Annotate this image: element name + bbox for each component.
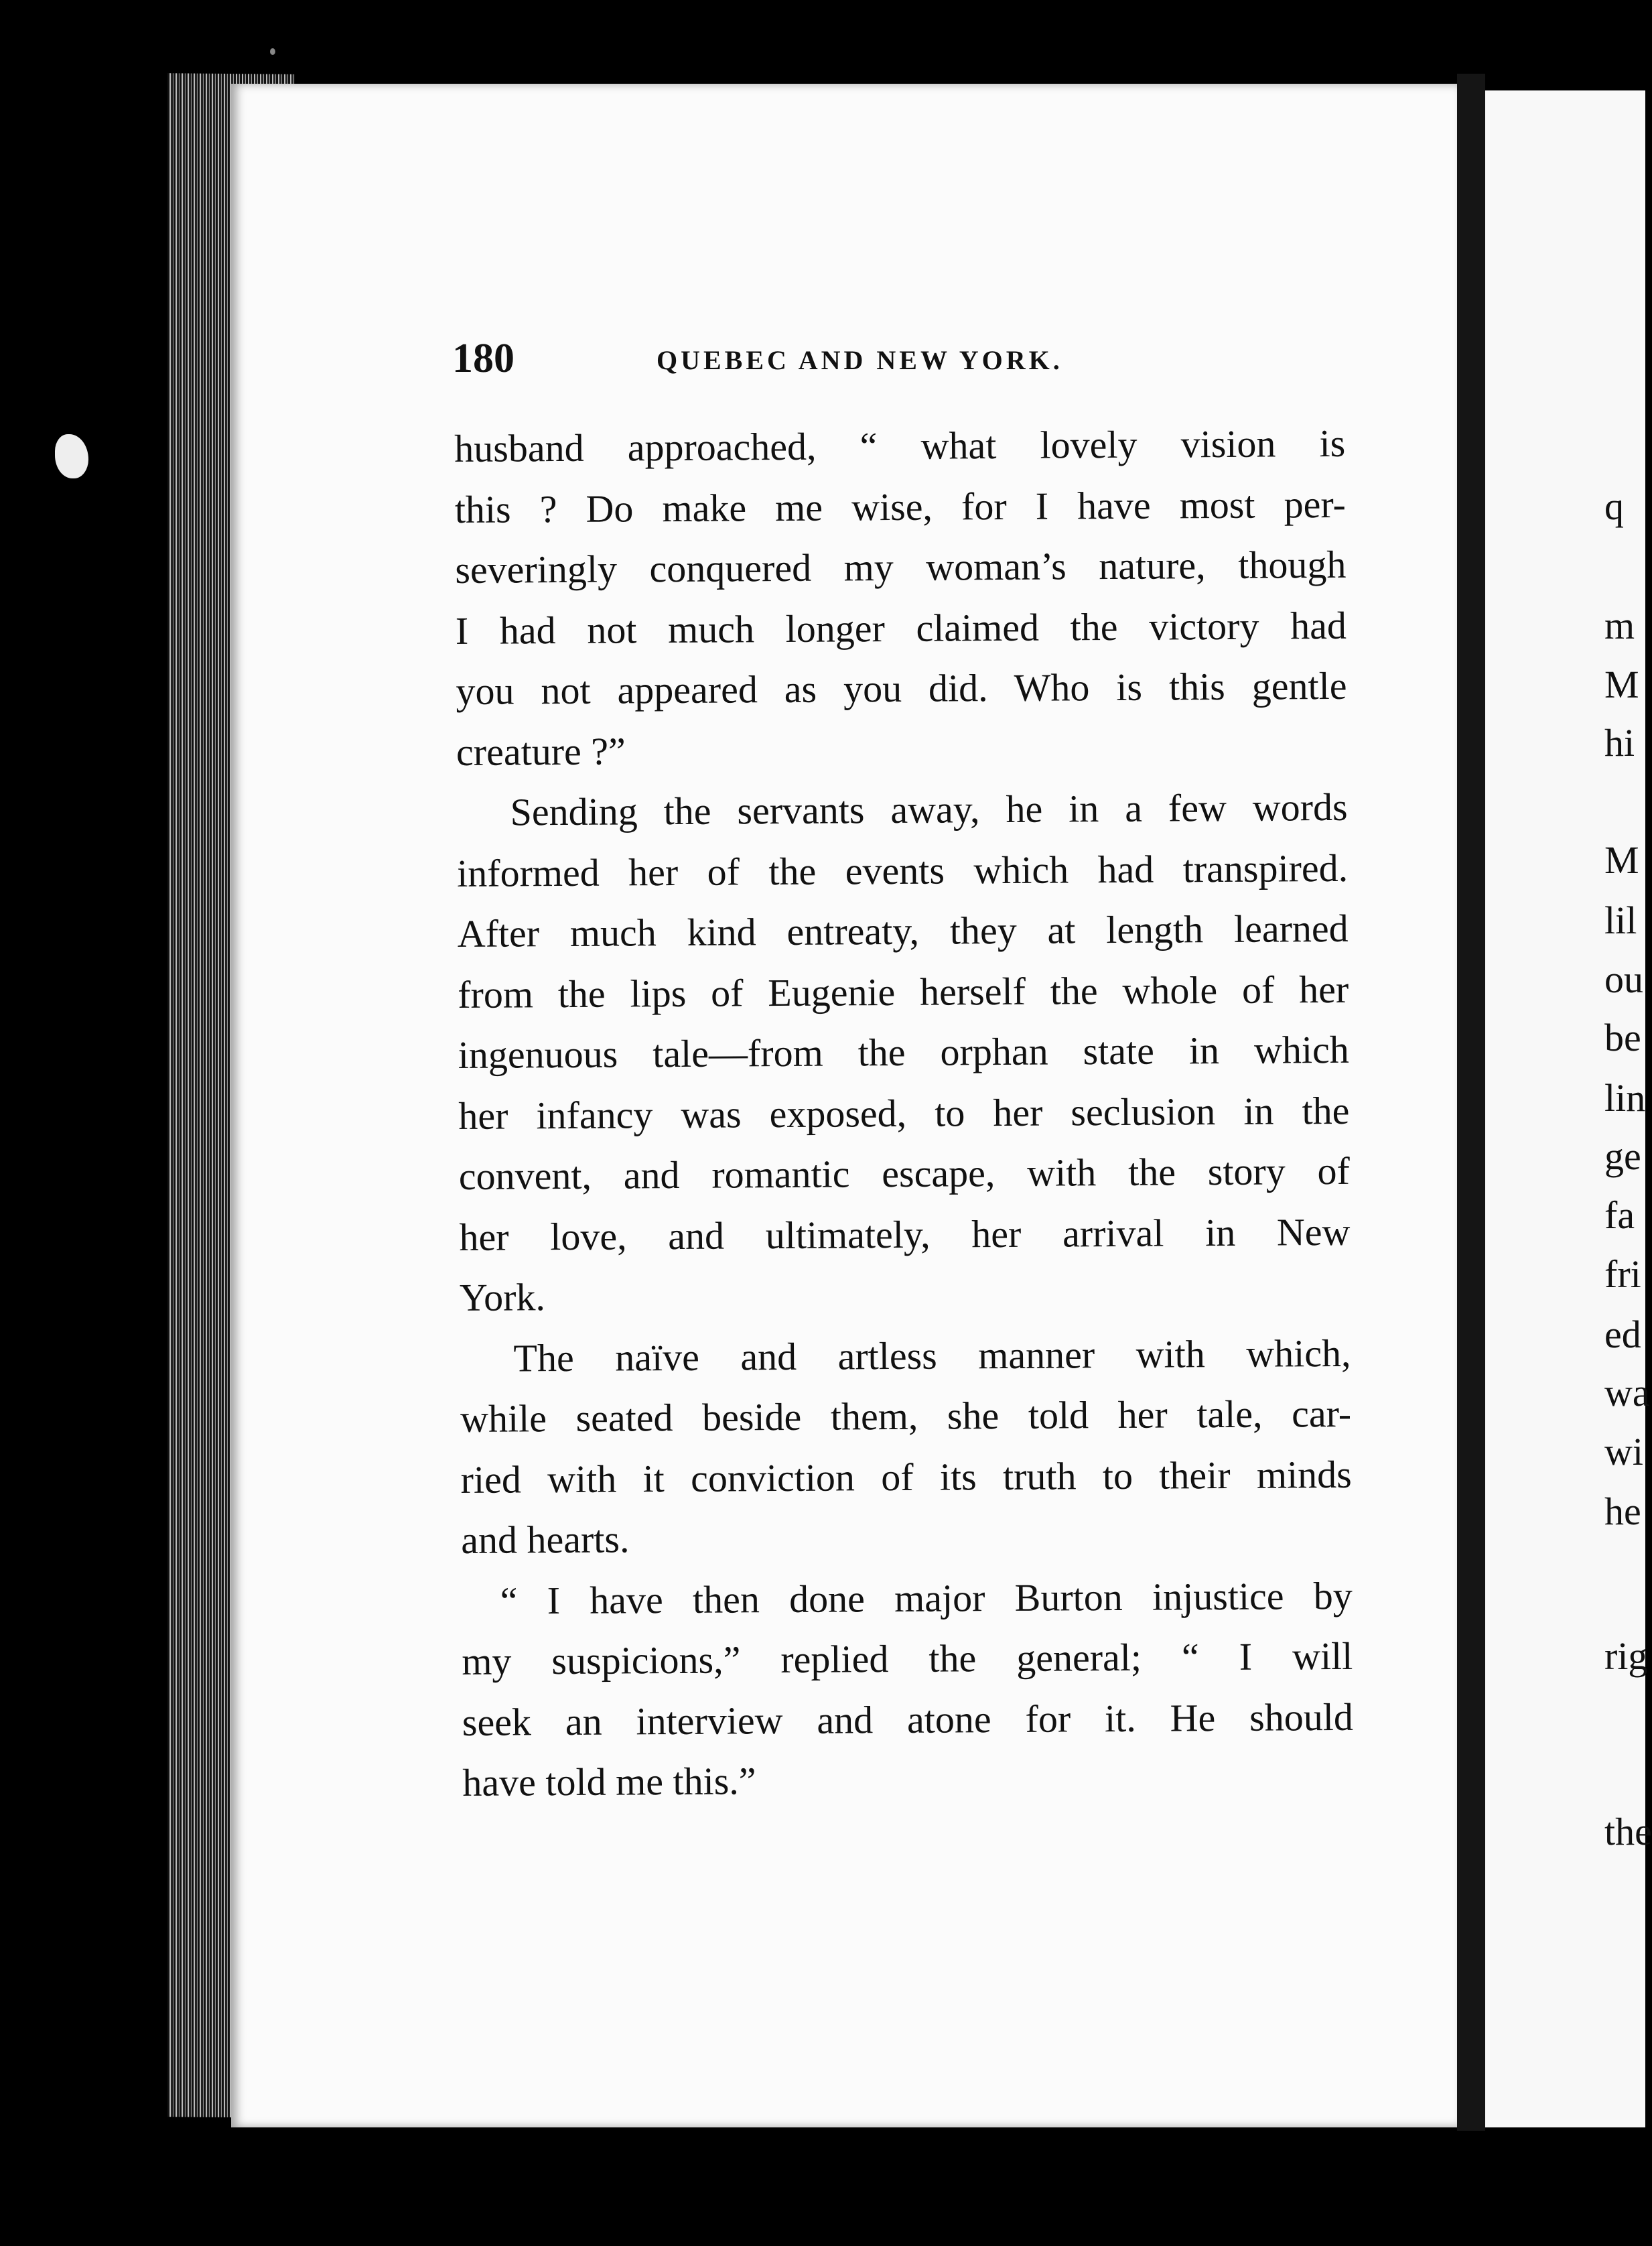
text-line: informed her of the events which had transpired. bbox=[456, 846, 1349, 895]
right-page-fragment: M bbox=[1604, 838, 1639, 882]
page-number: 180 bbox=[452, 336, 514, 381]
scan-speck-small bbox=[270, 48, 275, 55]
right-page-fragment: m bbox=[1604, 604, 1635, 647]
right-page-fragment: M bbox=[1604, 663, 1639, 706]
right-page-fragment: fri bbox=[1604, 1252, 1641, 1296]
text-line: my suspicions,” replied the general; “ I will bbox=[462, 1634, 1353, 1683]
text-line: while seated beside them, she told her tale, car- bbox=[460, 1391, 1352, 1441]
right-page-fragment: hi bbox=[1604, 721, 1635, 765]
text-line: creature ?” bbox=[456, 728, 626, 774]
text-line: “ I have then done major Burton injustice by bbox=[500, 1573, 1353, 1623]
text-line: husband approached, “ what lovely vision is bbox=[454, 421, 1346, 470]
text-line: her love, and ultimately, her arrival in New bbox=[459, 1209, 1351, 1259]
right-page-fragment: ed bbox=[1604, 1313, 1641, 1356]
text-line: her infancy was exposed, to her seclusion in the bbox=[458, 1088, 1350, 1138]
text-line: After much kind entreaty, they at length learned bbox=[457, 906, 1349, 955]
right-page-fragment: lin bbox=[1604, 1076, 1646, 1120]
running-title: QUEBEC AND NEW YORK. bbox=[657, 345, 1063, 375]
right-page-fragment: rig bbox=[1604, 1634, 1648, 1678]
text-line: and hearts. bbox=[461, 1517, 630, 1562]
right-page-fragment: the bbox=[1604, 1810, 1652, 1853]
text-line: severingly conquered my woman’s nature, though bbox=[455, 542, 1347, 592]
right-page-fragment: fa bbox=[1604, 1193, 1635, 1237]
text-line: ingenuous tale—from the orphan state in which bbox=[458, 1027, 1349, 1077]
right-page-fragment: ge bbox=[1604, 1134, 1641, 1178]
text-line: I had not much longer claimed the victory had bbox=[455, 603, 1347, 653]
text-line: have told me this.” bbox=[462, 1759, 756, 1804]
right-page-fragment: lil bbox=[1604, 899, 1637, 942]
right-page-fragment: be bbox=[1604, 1016, 1641, 1059]
text-line: seek an interview and atone for it. He should bbox=[462, 1695, 1354, 1744]
text-line: The naïve and artless manner with which, bbox=[513, 1331, 1351, 1380]
text-line: you not appeared as you did. Who is this gentle bbox=[456, 663, 1347, 713]
right-page-fragment: ou bbox=[1604, 957, 1643, 1001]
text-line: convent, and romantic escape, with the story of bbox=[458, 1148, 1351, 1198]
right-page-fragment: he bbox=[1604, 1490, 1641, 1533]
running-header bbox=[452, 335, 1403, 389]
book-gutter bbox=[1457, 74, 1485, 2131]
right-page-fragment: q bbox=[1604, 484, 1624, 528]
text-line: ried with it conviction of its truth to their minds bbox=[460, 1452, 1352, 1502]
text-line: Sending the servants away, he in a few words bbox=[510, 785, 1348, 834]
body-text bbox=[454, 413, 1354, 1814]
text-line: from the lips of Eugenie herself the whole of her bbox=[458, 967, 1349, 1016]
text-line: this ? Do make me wise, for I have most per- bbox=[454, 482, 1346, 531]
text-line: York. bbox=[459, 1275, 546, 1319]
right-page-fragment: wi bbox=[1604, 1430, 1643, 1473]
right-page-fragment: wa bbox=[1604, 1371, 1650, 1414]
